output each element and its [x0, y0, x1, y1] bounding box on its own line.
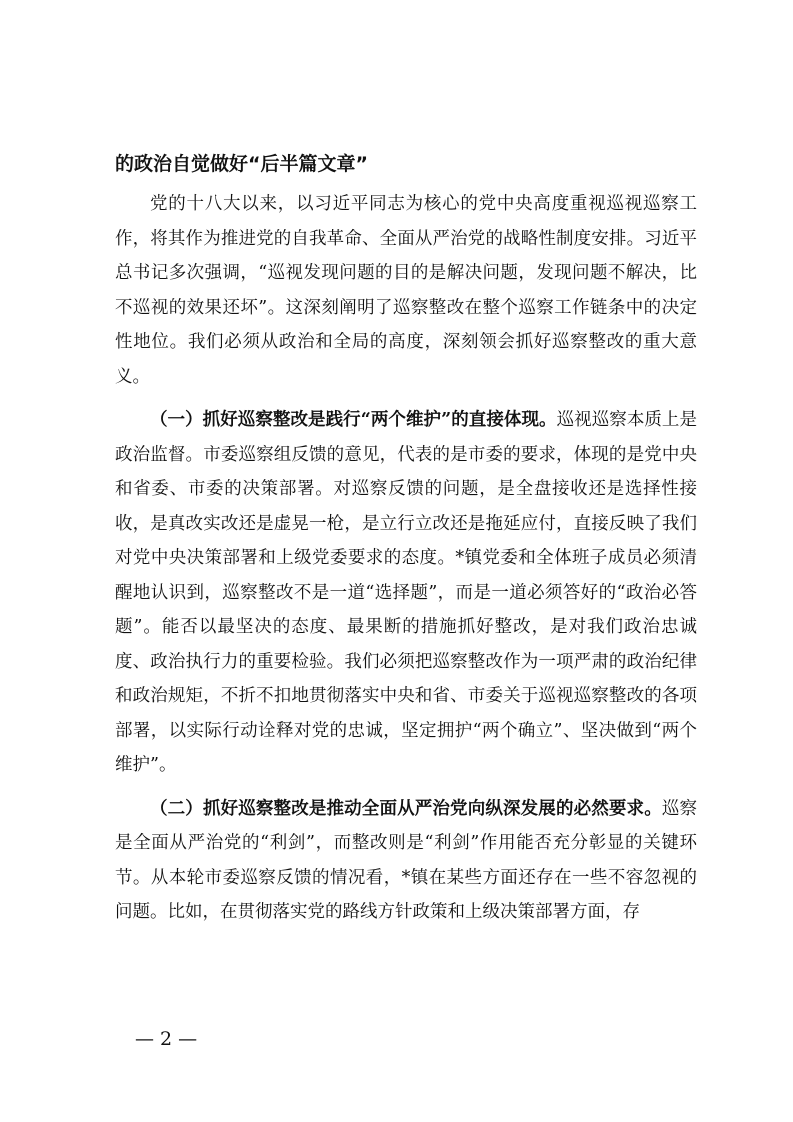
paragraph-lead: （二）抓好巡察整改是推动全面从严治党向纵深发展的必然要求。 — [150, 798, 662, 819]
paragraph-text: 党的十八大以来，以习近平同志为核心的党中央高度重视巡视巡察工作，将其作为推进党的自我革命、全面从严治党的战略性制度安排。习近平总书记多次强调，“巡视发现问题的目的是解决问题，发现问题不解决，比不巡视的效果还坏”。这深刻阐明了巡察整改在整个巡察工作链条中的决定性地位。我们必须从政治和全局的高度，深刻领会抓好巡察整改的重大意义。 — [115, 194, 697, 387]
page-number: — 2 — — [135, 1028, 198, 1050]
paragraph-point-1 — [115, 403, 697, 783]
paragraph-intro — [115, 187, 697, 394]
paragraph-lead: （一）抓好巡察整改是践行“两个维护”的直接体现。 — [150, 410, 557, 430]
paragraph-point-2 — [115, 792, 697, 930]
document-body — [115, 187, 697, 939]
paragraph-text: 巡视巡察本质上是政治监督。市委巡察组反馈的意见，代表的是市委的要求，体现的是党中央和省委、市委的决策部署。对巡察反馈的问题，是全盘接收还是选择性接收，是真改实改还是虚晃一枪，是立行立改还是拖延应付，直接反映了我们对党中央决策部署和上级党委要求的态度。*镇党委和全体班子成员必须清醒地认识到，巡察整改不是一道“选择题”，而是一道必须答好的“政治必答题”。能否以最坚决的态度、最果断的措施抓好整改，是对我们政治忠诚度、政治执行力的重要检验。我们必须把巡察整改作为一项严肃的政治纪律和政治规矩，不折不扣地贯彻落实中央和省、市委关于巡视巡察整改的各项部署，以实际行动诠释对党的忠诚，坚定拥护“两个确立”、坚决做到“两个维护”。 — [115, 410, 697, 775]
section-heading: 的政治自觉做好“后半篇文章” — [115, 153, 368, 175]
paragraph-text: 巡察是全面从严治党的“利剑”，而整改则是“利剑”作用能否充分彰显的关键环节。从本轮市委巡察反馈的情况看，*镇在某些方面还存在一些不容忽视的问题。比如，在贯彻落实党的路线方针政策和上级决策部署方面，存 — [115, 798, 698, 922]
